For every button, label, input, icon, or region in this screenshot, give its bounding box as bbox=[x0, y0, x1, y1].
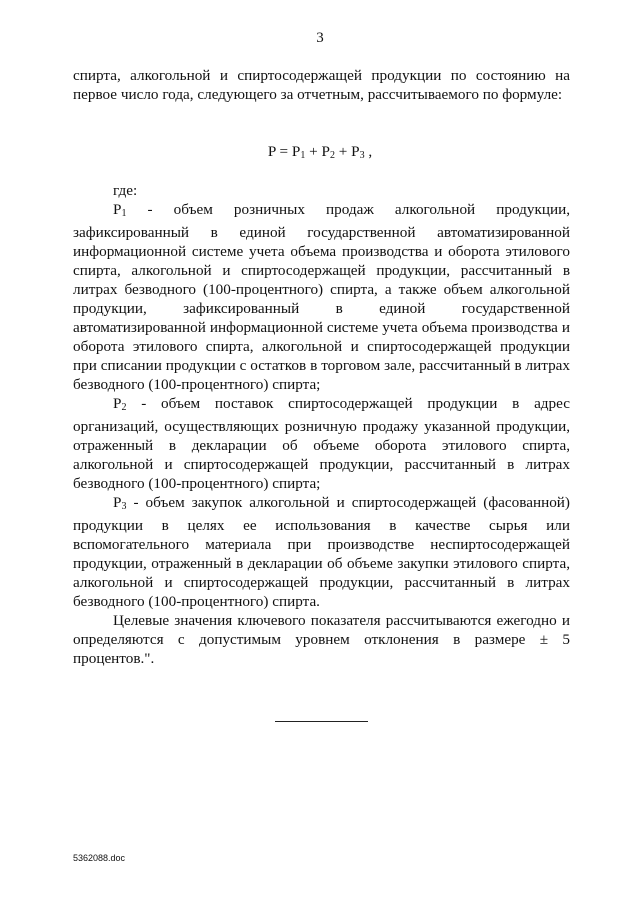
definition-p2-text: - объем поставок спиртосодержащей продукции в адрес организаций, осуществляющих розничную продажу указанной продукции, отраженный в декларации об объеме оборота этилового спирта, алкогольной и спиртосодержащей продукции, рассчитанный в литрах безводного (100-процентного) спирта; bbox=[73, 395, 570, 492]
formula-lhs: P = P bbox=[267, 143, 301, 160]
definition-p3 bbox=[73, 493, 570, 611]
where-label: где: bbox=[113, 182, 138, 199]
term-p2-symbol: P bbox=[113, 395, 122, 412]
page-number: 3 bbox=[316, 30, 324, 46]
definition-p2 bbox=[73, 394, 570, 493]
intro-paragraph bbox=[73, 66, 570, 104]
term-p3 bbox=[113, 494, 126, 511]
formula bbox=[0, 143, 640, 161]
term-p3-symbol: P bbox=[113, 494, 122, 511]
definitions bbox=[73, 181, 570, 668]
intro-text: спирта, алкогольной и спиртосодержащей продукции по состоянию на первое число года, следующего за отчетным, рассчитываемого по формуле: bbox=[73, 67, 570, 103]
definition-p1-text: - объем розничных продаж алкогольной продукции, зафиксированный в единой государственной автоматизированной информационной системе учета объема производства и оборота этилового спирта, алкогольной и спиртосодержащей продукции, рассчитанный в литрах безводного (100-процентного) спирта, а также объем алкогольной продукции, зафиксированный в единой государственной автоматизированной информационной системе учета объема производства и оборота этилового спирта, алкогольной и спиртосодержащей продукции при списании продукции с остатков в торговом зале, рассчитанный в литрах безводного (100-процентного) спирта; bbox=[73, 201, 570, 393]
formula-plus-1: + P bbox=[305, 143, 330, 160]
closing-paragraph: Целевые значения ключевого показателя рассчитываются ежегодно и определяются с допустимым уровнем отклонения в размере ± 5 процентов.". bbox=[73, 612, 570, 667]
formula-plus-2: + P bbox=[334, 143, 360, 160]
formula-sub-1: 1 bbox=[300, 150, 306, 161]
term-p1 bbox=[113, 201, 126, 218]
term-p2 bbox=[113, 395, 126, 412]
footer-file-name: 5362088.doc bbox=[73, 853, 126, 863]
term-p2-sub: 2 bbox=[121, 402, 127, 413]
formula-sub-3: 3 bbox=[359, 150, 365, 161]
end-separator-line bbox=[275, 721, 368, 722]
term-p1-sub: 1 bbox=[121, 208, 127, 219]
term-p3-sub: 3 bbox=[121, 501, 127, 512]
formula-tail: , bbox=[364, 143, 373, 160]
definition-p1 bbox=[73, 200, 570, 394]
formula-sub-2: 2 bbox=[329, 150, 335, 161]
term-p1-symbol: P bbox=[113, 201, 122, 218]
definition-p3-text: - объем закупок алкогольной и спиртосодержащей (фасованной) продукции в целях ее использования в качестве сырья или вспомогательного материала при производстве неспиртосодержащей продукции, отраженный в декларации об объеме закупки этилового спирта, алкогольной и спиртосодержащей продукции, рассчитанный в литрах безводного (100-процентного) спирта. bbox=[73, 494, 570, 610]
